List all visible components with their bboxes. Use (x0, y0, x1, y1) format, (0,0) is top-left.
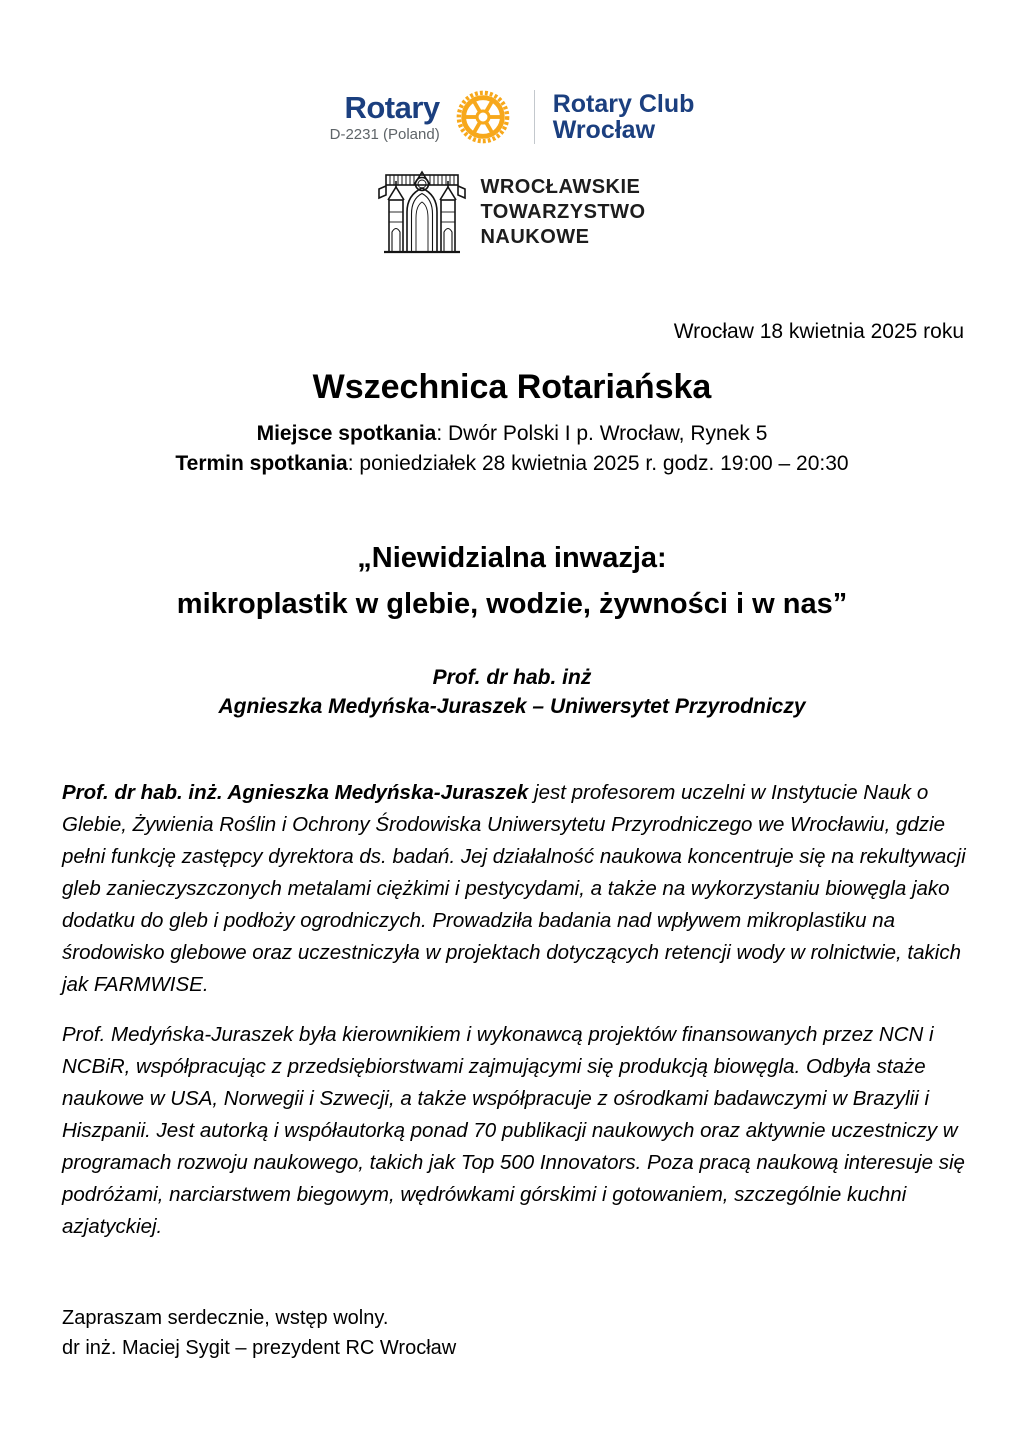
rotary-club-logo (330, 88, 695, 146)
bio-speaker-name-bold: Prof. dr hab. inż. Agnieszka Medyńska-Juraszek (62, 781, 529, 804)
meeting-details (0, 419, 1024, 479)
rotary-wheel-icon (454, 88, 512, 146)
time-value: : poniedziałek 28 kwietnia 2025 r. godz. 19:00 – 20:30 (347, 452, 849, 475)
rotary-wordmark-group (330, 92, 440, 142)
bio-paragraph-2: Prof. Medyńska-Juraszek była kierownikiem i wykonawcą projektów finansowanych przez NCN i NCBiR, współpracując z przedsiębiorstwami zajmującymi się produkcją biowęgla. Odbyła staże naukowe w USA, Norwegii i Szwecji, a także współpracuje z ośrodkami badawczymi w Brazylii i Hiszpanii. Jest autorką i współautorką ponad 70 publikacji naukowych oraz aktywnie uczestniczy w programach rozwoju naukowego, takich jak Top 500 Innovators. Poza pracą naukową interesuje się podróżami, narciarstwem biegowym, wędrówkami górskimi i gotowaniem, szczególnie kuchni azjatyckiej. (62, 1023, 965, 1238)
logo-block (0, 0, 1024, 254)
rotary-club-line1: Rotary Club (552, 89, 695, 118)
logo-divider (534, 90, 535, 144)
lecture-title-line1: „Niewidzialna inwazja: (357, 542, 667, 574)
gothic-portal-icon (378, 170, 466, 254)
rotary-club-name (553, 91, 695, 144)
venue-label: Miejsce spotkania (256, 422, 437, 445)
meeting-time-line (0, 449, 1024, 479)
speaker-name-affiliation: Agnieszka Medyńska-Juraszek – Uniwersytet Przyrodniczy (218, 695, 806, 718)
rotary-wordmark: Rotary (344, 90, 440, 125)
venue-value: : Dwór Polski I p. Wrocław, Rynek 5 (436, 422, 768, 445)
speaker-degrees: Prof. dr hab. inż (432, 666, 592, 689)
page-title: Wszechnica Rotariańska (312, 368, 712, 406)
lecture-title (0, 535, 1024, 627)
closing-block (62, 1303, 1024, 1363)
signature-line: dr inż. Maciej Sygit – prezydent RC Wrocław (62, 1337, 457, 1359)
dateline: Wrocław 18 kwietnia 2025 roku (673, 320, 964, 343)
wtn-logo-text (480, 175, 645, 250)
wtn-line1: WROCŁAWSKIE (480, 175, 641, 198)
invitation-line: Zapraszam serdecznie, wstęp wolny. (62, 1307, 389, 1329)
bio-paragraph-1-text: jest profesorem uczelni w Instytucie Nauk o Glebie, Żywienia Roślin i Ochrony Środowiska Uniwersytetu Przyrodniczego we Wrocławiu, gdzie pełni funkcję zastępcy dyrektora ds. badań. Jej działalność naukowa koncentruje się na rekultywacji gleb zanieczyszczonych metalami ciężkimi i pestycydami, a także na wykorzystaniu biowęgla jako dodatku do gleb i podłoży ogrodniczych. Prowadziła badania nad wpływem mikroplastiku na środowisko glebowe oraz uczestniczyła w projektach dotyczących retencji wody w rolnictwie, takich jak FARMWISE. (62, 781, 966, 996)
lecture-title-line2: mikroplastik w glebie, wodzie, żywności i w nas” (176, 588, 848, 620)
meeting-venue-line (0, 419, 1024, 449)
rotary-club-line2: Wrocław (552, 116, 656, 144)
wtn-line3: NAUKOWE (480, 225, 590, 248)
speaker-block (0, 663, 1024, 721)
bio-paragraph-1 (62, 777, 966, 1001)
time-label: Termin spotkania (175, 452, 348, 475)
wtn-logo (378, 170, 645, 254)
wtn-line2: TOWARZYSTWO (480, 200, 646, 223)
rotary-district-label: D-2231 (Poland) (329, 126, 440, 143)
